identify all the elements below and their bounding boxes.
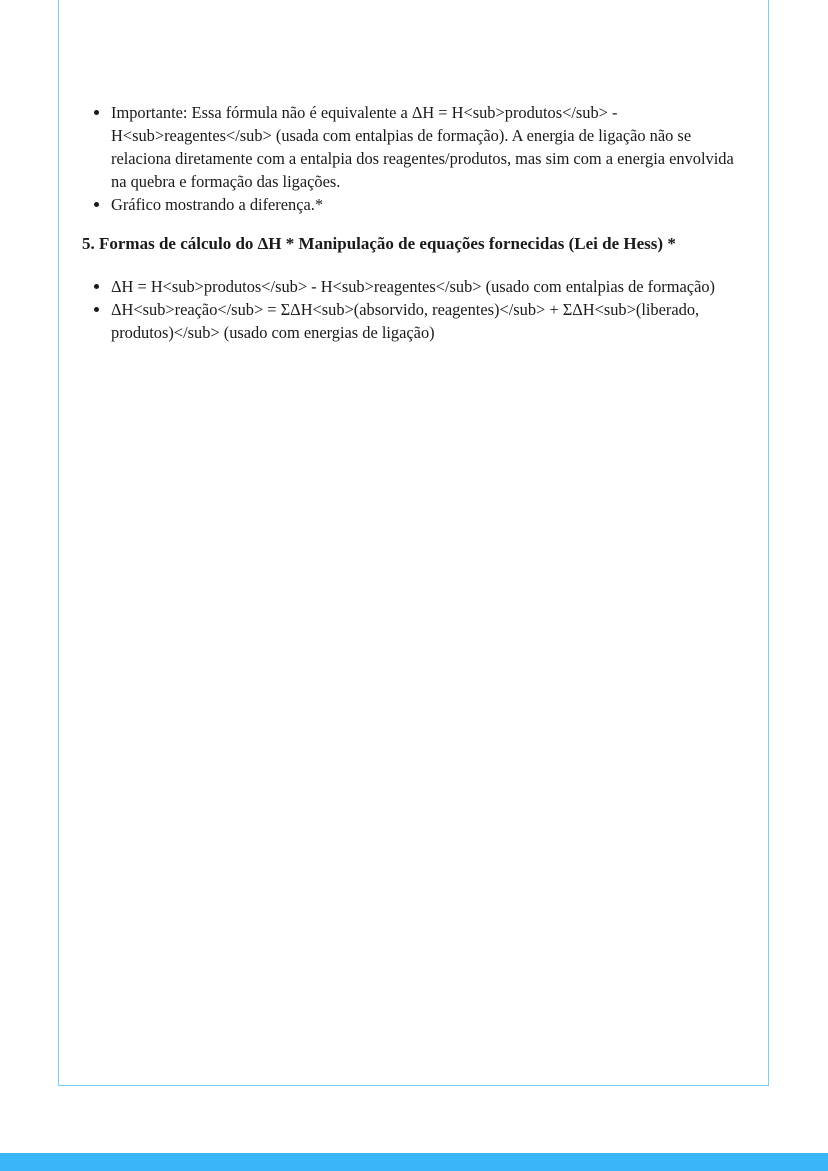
footer-bar [0, 1153, 828, 1171]
list-item: • Gráfico mostrando a diferença.* [111, 193, 742, 216]
section-heading: 5. Formas de cálculo do ΔH * Manipulação de equações fornecidas (Lei de Hess) * [82, 234, 676, 253]
list-item: • ΔH<sub>reação</sub> = ΣΔH<sub>(absorvido, reagentes)</sub> + ΣΔH<sub>(liberado, produtos)</sub> (usado com energias de ligação) [111, 298, 742, 344]
document-content [82, 101, 742, 344]
section-4-list [82, 101, 742, 216]
list-item: • ΔH = H<sub>produtos</sub> - H<sub>reagentes</sub> (usado com entalpias de formação) [111, 275, 742, 298]
list-item: • Importante: Essa fórmula não é equivalente a ΔH = H<sub>produtos</sub> - H<sub>reagentes</sub> (usada com entalpias de formação). A energia de ligação não se relaciona diretamente com a entalpia dos reagentes/produtos, mas sim com a energia envolvida na quebra e formação das ligações. [111, 101, 742, 193]
section-5-list [82, 275, 742, 344]
